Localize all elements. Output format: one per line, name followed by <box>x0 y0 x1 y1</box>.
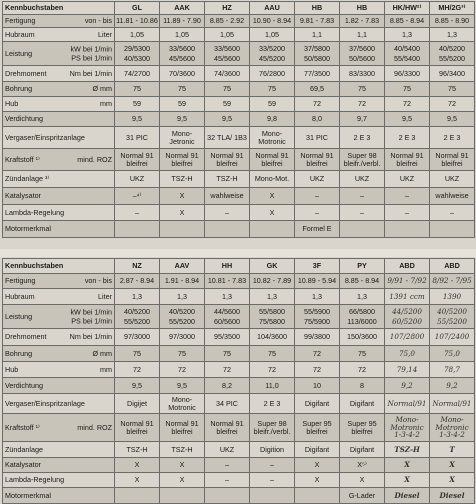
table-cell: 3F <box>295 259 340 274</box>
table-row <box>3 149 475 171</box>
table-cell: 75 <box>250 82 295 97</box>
table-cell: 1,3 <box>385 28 430 42</box>
table-cell: wahlweise <box>205 188 250 205</box>
table-cell: 44/5200 60/5200 <box>385 305 430 329</box>
table-cell: 9,5 <box>160 378 205 394</box>
row-label: Hub mm <box>3 362 115 378</box>
table-cell: 9,2 <box>430 378 475 394</box>
table-cell: 31 PIC <box>295 127 340 149</box>
table-cell: 150/3600 <box>340 329 385 346</box>
table-row <box>3 289 475 305</box>
table-cell <box>430 221 475 238</box>
row-unit: mind. ROZ <box>77 422 112 432</box>
row-label: Kraftstoff ¹⁾ mind. ROZ <box>3 414 115 442</box>
table-cell: 1,3 <box>340 289 385 305</box>
table-cell: Super 95 bleifrei <box>340 414 385 442</box>
row-unit: Nm bei 1/min <box>69 332 112 342</box>
table-cell: 11.89 - 7.90 <box>160 15 205 28</box>
table-cell: AAU <box>250 2 295 15</box>
table-cell: Normal/91 <box>430 394 475 414</box>
table-cell: 1,3 <box>250 289 295 305</box>
table-row <box>3 259 475 274</box>
engine-spec-table-1 <box>2 1 475 238</box>
table-cell: 1.91 - 8.94 <box>160 274 205 289</box>
table-cell: 70/3600 <box>160 66 205 82</box>
row-label: Verdichtung <box>3 112 115 127</box>
table-cell: Normal 91 bleifrei <box>160 149 205 171</box>
table-cell: Normal 91 bleifrei <box>385 149 430 171</box>
table-cell: Normal 91 bleifrei <box>115 149 160 171</box>
table-cell: 107/2800 <box>385 329 430 346</box>
row-label: Leistung kW bei 1/min PS bei 1/min <box>3 42 115 66</box>
table-cell: 40/5200 55/5200 <box>115 305 160 329</box>
table-cell: 59 <box>160 97 205 112</box>
table-cell: 9,5 <box>385 112 430 127</box>
table-cell: 8,0 <box>295 112 340 127</box>
row-unit: mm <box>100 364 112 374</box>
table-cell: 107/2400 <box>430 329 475 346</box>
table-cell <box>295 488 340 504</box>
table-cell: Super 95 bleifrei <box>295 414 340 442</box>
table-row <box>3 127 475 149</box>
table-cell: 1391 ccm <box>385 289 430 305</box>
table-cell: 1,3 <box>115 289 160 305</box>
table-cell: X <box>385 458 430 473</box>
table-cell: 97/3000 <box>115 329 160 346</box>
table-cell: X <box>340 473 385 488</box>
table-row <box>3 394 475 414</box>
table-cell: Normal 91 bleifrei <box>295 149 340 171</box>
table-cell <box>205 488 250 504</box>
table-cell: 11.81 - 10.86 <box>115 15 160 28</box>
table-cell: AAV <box>160 259 205 274</box>
row-label: Fertigung von - bis <box>3 274 115 289</box>
row-label: Kennbuchstaben <box>3 2 115 15</box>
table-cell: 1,05 <box>115 28 160 42</box>
table-cell: 59 <box>115 97 160 112</box>
table-cell <box>115 221 160 238</box>
table-row <box>3 205 475 221</box>
table-cell <box>250 488 295 504</box>
table-cell: 2 E 3 <box>340 127 385 149</box>
table-row <box>3 378 475 394</box>
row-label: Drehmoment Nm bei 1/min <box>3 66 115 82</box>
table-cell: – <box>250 458 295 473</box>
row-label: Hub mm <box>3 97 115 112</box>
table-cell: 9,5 <box>160 112 205 127</box>
table-cell: 77/3500 <box>295 66 340 82</box>
table-cell: 8.85 - 8.94 <box>385 15 430 28</box>
table-cell: 72 <box>385 97 430 112</box>
table-cell: 11,0 <box>250 378 295 394</box>
table-cell: – <box>430 205 475 221</box>
table-cell: 69,5 <box>295 82 340 97</box>
table-cell: 40/5200 55/5200 <box>430 305 475 329</box>
table-cell: 72 <box>295 346 340 362</box>
table-cell <box>385 221 430 238</box>
table-cell: 8 <box>340 378 385 394</box>
table-cell: 34 PIC <box>205 394 250 414</box>
table-cell: 8.85 - 2.92 <box>205 15 250 28</box>
table-cell: 99/3800 <box>295 329 340 346</box>
table-row <box>3 473 475 488</box>
table-cell: 104/3600 <box>250 329 295 346</box>
table-cell: Normal 91 bleifrei <box>205 414 250 442</box>
table-cell: Digifant <box>340 394 385 414</box>
table-cell: UKZ <box>205 442 250 458</box>
table-cell: –⁴⁾ <box>115 188 160 205</box>
row-label: Bohrung Ø mm <box>3 82 115 97</box>
row-unit: kW bei 1/min PS bei 1/min <box>70 306 112 326</box>
table-cell: X <box>160 205 205 221</box>
table-cell: 75 <box>205 346 250 362</box>
row-label: Hubraum Liter <box>3 28 115 42</box>
table-cell: 9,5 <box>205 112 250 127</box>
table-cell: 10.89 - 5.94 <box>295 274 340 289</box>
table-cell: 75 <box>340 346 385 362</box>
table-cell: 59 <box>250 97 295 112</box>
table-cell: Mono-Jetronic <box>160 127 205 149</box>
table-cell: 44/5600 60/5600 <box>205 305 250 329</box>
table-cell: 55/5800 75/5800 <box>250 305 295 329</box>
table-cell: UKZ <box>385 171 430 188</box>
table-cell: 9,2 <box>385 378 430 394</box>
table-cell: – <box>295 205 340 221</box>
table-cell: TSZ-H <box>160 442 205 458</box>
table-cell: Mono-Motronic <box>250 127 295 149</box>
table-cell: 1,05 <box>205 28 250 42</box>
table-cell: X <box>160 188 205 205</box>
table-cell: Mono-Motronic <box>160 394 205 414</box>
table-cell: 97/3000 <box>160 329 205 346</box>
table-cell: 1,3 <box>205 289 250 305</box>
table-cell: 74/2700 <box>115 66 160 82</box>
table-cell: 9/91 - 7/92 <box>385 274 430 289</box>
table-row <box>3 488 475 504</box>
table-cell: Normal 91 bleifrei <box>115 414 160 442</box>
table-cell: 10 <box>295 378 340 394</box>
table-cell: X <box>160 458 205 473</box>
row-unit: Liter <box>98 29 112 39</box>
row-unit: kW bei 1/min PS bei 1/min <box>70 43 112 63</box>
table-cell: 75 <box>160 346 205 362</box>
table-cell: 78,7 <box>430 362 475 378</box>
table-cell: 72 <box>340 97 385 112</box>
table-cell: Digifant <box>340 442 385 458</box>
table-cell <box>340 221 385 238</box>
table-cell: 96/3400 <box>430 66 475 82</box>
table-cell: X <box>430 473 475 488</box>
table-cell: 1390 <box>430 289 475 305</box>
table-cell: TSZ-H <box>385 442 430 458</box>
table-cell: Diesel <box>385 488 430 504</box>
table-cell: ABD <box>430 259 475 274</box>
row-label: Motormerkmal <box>3 488 115 504</box>
row-label: Lambda-Regelung <box>3 473 115 488</box>
table-cell: 76/2800 <box>250 66 295 82</box>
table-row <box>3 188 475 205</box>
table-cell: 59 <box>205 97 250 112</box>
table-cell: 9.81 - 7.83 <box>295 15 340 28</box>
table-cell: Mono-Motronic 1-3-4-2 <box>430 414 475 442</box>
table-cell: 37/5800 50/5800 <box>295 42 340 66</box>
table-row <box>3 28 475 42</box>
table-cell: 72 <box>160 362 205 378</box>
table-cell: X <box>295 473 340 488</box>
table-cell <box>160 221 205 238</box>
table-cell: Super 98 bleifr./verbl. <box>250 414 295 442</box>
table-cell <box>205 221 250 238</box>
table-cell: 75 <box>385 82 430 97</box>
table-cell: UKZ <box>430 171 475 188</box>
table-row <box>3 362 475 378</box>
table-cell: AAK <box>160 2 205 15</box>
table-cell: NZ <box>115 259 160 274</box>
table-cell: 40/5200 55/5200 <box>160 305 205 329</box>
table-cell: 66/5800 113/6000 <box>340 305 385 329</box>
table-cell: 8.85 - 8.90 <box>430 15 475 28</box>
table-cell: Normal 91 bleifrei <box>250 149 295 171</box>
table-cell: 10.82 - 7.89 <box>250 274 295 289</box>
row-label: Zündanlage <box>3 442 115 458</box>
row-label: Leistung kW bei 1/min PS bei 1/min <box>3 305 115 329</box>
table-cell: G-Lader <box>340 488 385 504</box>
table-cell: 95/3500 <box>205 329 250 346</box>
table-cell: 72 <box>205 362 250 378</box>
table-cell: UKZ <box>115 171 160 188</box>
table-cell: ABD <box>385 259 430 274</box>
row-unit: Nm bei 1/min <box>69 68 112 78</box>
table-cell: HK/HW²⁾ <box>385 2 430 15</box>
table-cell: TSZ-H <box>205 171 250 188</box>
table-cell: X <box>385 473 430 488</box>
table-cell: 40/5200 55/5200 <box>430 42 475 66</box>
table-cell: 33/5200 45/5200 <box>250 42 295 66</box>
table-cell: 75 <box>340 82 385 97</box>
table-cell: 8/92 - 7/95 <box>430 274 475 289</box>
table-cell: 72 <box>295 97 340 112</box>
table-cell: 72 <box>295 362 340 378</box>
table-cell: X <box>160 473 205 488</box>
table-cell: GL <box>115 2 160 15</box>
table-cell: Normal 91 bleifrei <box>430 149 475 171</box>
table-cell: X <box>250 188 295 205</box>
table-cell: T <box>430 442 475 458</box>
table-cell: Mono-Motronic 1-3-4-2 <box>385 414 430 442</box>
table-cell: Formel E <box>295 221 340 238</box>
table-row <box>3 171 475 188</box>
table-row <box>3 112 475 127</box>
table-row <box>3 82 475 97</box>
row-label: Bohrung Ø mm <box>3 346 115 362</box>
table-cell: – <box>205 205 250 221</box>
table-cell: X⁵⁾ <box>340 458 385 473</box>
row-unit: Ø mm <box>92 348 112 358</box>
table-cell: 10.81 - 7.83 <box>205 274 250 289</box>
table-cell: X <box>430 458 475 473</box>
table-cell: 2 E 3 <box>430 127 475 149</box>
table-cell: – <box>250 473 295 488</box>
table-cell: 10.90 - 8.94 <box>250 15 295 28</box>
table-cell: 33/5600 45/5600 <box>205 42 250 66</box>
table-cell: Digition <box>250 442 295 458</box>
table-cell: 74/3600 <box>205 66 250 82</box>
table-cell: TSZ-H <box>115 442 160 458</box>
table-cell <box>115 488 160 504</box>
table-row <box>3 414 475 442</box>
table-cell: 83/3300 <box>340 66 385 82</box>
table-cell: – <box>205 473 250 488</box>
table-cell: HH <box>205 259 250 274</box>
table-cell: Mono-Mot. <box>250 171 295 188</box>
table-cell: 31 PIC <box>115 127 160 149</box>
row-label: Verdichtung <box>3 378 115 394</box>
table-cell: 40/5400 55/5400 <box>385 42 430 66</box>
row-unit: mm <box>100 99 112 109</box>
table-cell: Normal 91 bleifrei <box>160 414 205 442</box>
table-cell: Super 98 bleifr./verbl. <box>340 149 385 171</box>
table-cell: 75 <box>205 82 250 97</box>
table-cell: 55/5900 75/5900 <box>295 305 340 329</box>
table-row <box>3 42 475 66</box>
table-row <box>3 329 475 346</box>
row-label: Motormerkmal <box>3 221 115 238</box>
row-unit: mind. ROZ <box>77 154 112 164</box>
table-cell: 75 <box>430 82 475 97</box>
table-cell: 32 TLA/ 1B3 <box>205 127 250 149</box>
row-label: Drehmoment Nm bei 1/min <box>3 329 115 346</box>
table-cell: MH/2G³⁾ <box>430 2 475 15</box>
table-cell: 1,3 <box>160 289 205 305</box>
row-label: Zündanlage ³⁾ <box>3 171 115 188</box>
table-gap <box>0 249 476 257</box>
table-cell: 2 E 3 <box>250 394 295 414</box>
table-cell: 75,0 <box>385 346 430 362</box>
table-cell: Diesel <box>430 488 475 504</box>
table-cell: TSZ-H <box>160 171 205 188</box>
table-row <box>3 2 475 15</box>
table-cell: – <box>115 205 160 221</box>
table-cell: Digifant <box>295 442 340 458</box>
table-cell: 8,2 <box>205 378 250 394</box>
row-label: Kraftstoff ¹⁾ mind. ROZ <box>3 149 115 171</box>
row-label: Fertigung von - bis <box>3 15 115 28</box>
table-row <box>3 458 475 473</box>
table-cell: 96/3300 <box>385 66 430 82</box>
row-unit: Liter <box>98 291 112 301</box>
table-row <box>3 66 475 82</box>
table-cell: 72 <box>340 362 385 378</box>
table-cell: 9,7 <box>340 112 385 127</box>
table-cell: X <box>115 458 160 473</box>
row-unit: von - bis <box>84 16 112 26</box>
table-row <box>3 221 475 238</box>
table-cell: 1,1 <box>295 28 340 42</box>
table-cell: 72 <box>250 362 295 378</box>
table-cell: UKZ <box>295 171 340 188</box>
table-cell <box>250 221 295 238</box>
table-row <box>3 346 475 362</box>
table-cell: HB <box>340 2 385 15</box>
table-row <box>3 274 475 289</box>
table-cell: Digijet <box>115 394 160 414</box>
table-cell: 72 <box>430 97 475 112</box>
table-cell: 75,0 <box>430 346 475 362</box>
table-cell: Digifant <box>295 394 340 414</box>
table-cell: 33/5600 45/5600 <box>160 42 205 66</box>
table-row <box>3 97 475 112</box>
table-cell: 75 <box>115 346 160 362</box>
table-cell: wahlweise <box>430 188 475 205</box>
table-cell: 75 <box>250 346 295 362</box>
table-cell: X <box>295 458 340 473</box>
table-cell: – <box>385 188 430 205</box>
table-cell: – <box>385 205 430 221</box>
table-row <box>3 442 475 458</box>
table-cell: X <box>115 473 160 488</box>
table-cell: Normal/91 <box>385 394 430 414</box>
row-label: Katalysator <box>3 188 115 205</box>
table-cell: HZ <box>205 2 250 15</box>
row-label: Vergaser/Einspritzanlage <box>3 394 115 414</box>
row-label: Hubraum Liter <box>3 289 115 305</box>
table-cell: PY <box>340 259 385 274</box>
table-cell: 1,05 <box>160 28 205 42</box>
table-row <box>3 305 475 329</box>
table-cell: 9,5 <box>115 112 160 127</box>
table-row <box>3 15 475 28</box>
table-cell: – <box>205 458 250 473</box>
row-label: Vergaser/Einspritzanlage <box>3 127 115 149</box>
table-cell: 1,1 <box>340 28 385 42</box>
row-label: Kennbuchstaben <box>3 259 115 274</box>
table-cell: 79,14 <box>385 362 430 378</box>
table-cell: UKZ <box>340 171 385 188</box>
row-label: Katalysator <box>3 458 115 473</box>
table-cell: 9,8 <box>250 112 295 127</box>
table-cell: 1,3 <box>430 28 475 42</box>
table-cell: – <box>340 188 385 205</box>
table-cell <box>160 488 205 504</box>
table-cell: 75 <box>160 82 205 97</box>
row-unit: Ø mm <box>92 84 112 94</box>
table-cell: 1,05 <box>250 28 295 42</box>
table-cell: 72 <box>115 362 160 378</box>
table-cell: – <box>340 205 385 221</box>
table-cell: X <box>250 205 295 221</box>
row-unit: von - bis <box>84 276 112 286</box>
table-cell: 1.82 - 7.83 <box>340 15 385 28</box>
table-cell: Normal 91 bleifrei <box>205 149 250 171</box>
row-label: Lambda-Regelung <box>3 205 115 221</box>
table-cell: 2 E 3 <box>385 127 430 149</box>
table-cell: 2.87 - 8.94 <box>115 274 160 289</box>
table-cell: GK <box>250 259 295 274</box>
engine-spec-table-2 <box>2 258 475 504</box>
table-cell: 8.85 - 8.94 <box>340 274 385 289</box>
table-cell: 9,5 <box>115 378 160 394</box>
table-cell: HB <box>295 2 340 15</box>
table-cell: – <box>295 188 340 205</box>
table-cell: 29/5300 40/5300 <box>115 42 160 66</box>
table-cell: 37/5600 50/5600 <box>340 42 385 66</box>
table-cell: 75 <box>115 82 160 97</box>
table-cell: 1,3 <box>295 289 340 305</box>
table-cell: 9,5 <box>430 112 475 127</box>
